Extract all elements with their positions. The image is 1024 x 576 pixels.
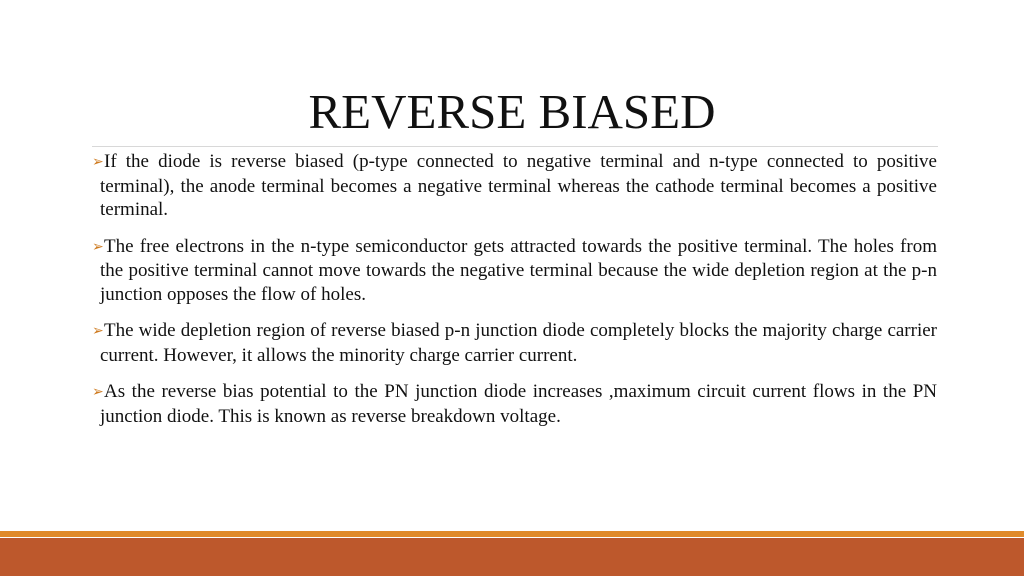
bullet-text: If the diode is reverse biased (p-type connected to negative terminal and n-type connected to positive terminal), the anode terminal becomes a negative terminal whereas the cathode terminal becomes a positive terminal.: [100, 151, 937, 220]
bullet-item: [88, 235, 937, 307]
bullet-item: [88, 319, 937, 367]
arrowhead-bullet-icon: ➢: [92, 324, 104, 339]
bullet-item: [88, 380, 937, 428]
arrowhead-bullet-icon: ➢: [92, 155, 104, 170]
arrowhead-bullet-icon: ➢: [92, 239, 104, 255]
footer-accent-stripe: [0, 531, 1024, 537]
bullet-text: The wide depletion region of reverse biased p-n junction diode completely blocks the majority charge carrier current. However, it allows the minority charge carrier current.: [100, 320, 937, 366]
bullet-text: The free electrons in the n-type semiconductor gets attracted towards the positive terminal. The holes from the positive terminal cannot move towards the negative terminal because the wide depletion region at the p-n junction opposes the flow of holes.: [100, 235, 937, 305]
title-divider: [92, 146, 938, 147]
bullet-text: As the reverse bias potential to the PN junction diode increases ,maximum circuit current flows in the PN junction diode. This is known as reverse breakdown voltage.: [100, 381, 937, 427]
arrowhead-bullet-icon: ➢: [92, 385, 104, 400]
slide-title: REVERSE BIASED: [308, 84, 716, 139]
bullet-item: [88, 150, 937, 222]
bullet-list: [88, 150, 937, 441]
footer-bar: [0, 538, 1024, 576]
